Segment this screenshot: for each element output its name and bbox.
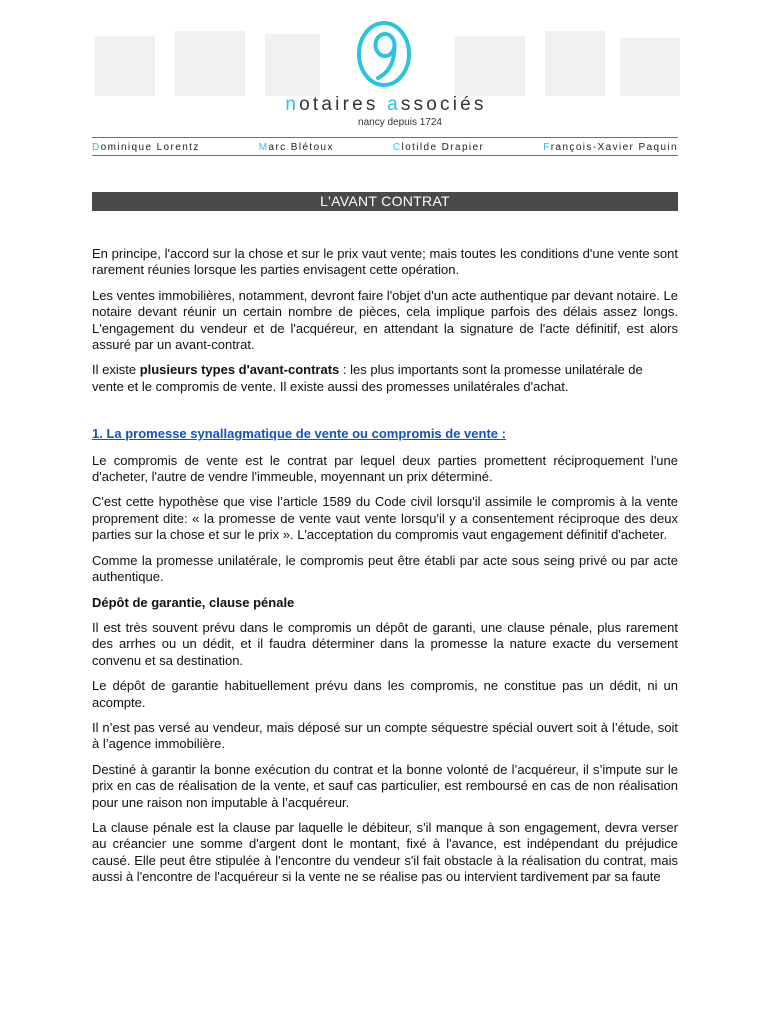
firm-name-word-1 — [285, 94, 387, 115]
firm-name-rest: otaires — [299, 94, 388, 115]
partner-rest: lotilde Drapier — [401, 141, 485, 153]
intro-paragraph: En principe, l'accord sur la chose et sur le prix vaut vente; mais toutes les conditions d'une vente sont rarement réunies lorsque les parties envisagent cette opération. — [92, 246, 678, 278]
notary-logo-icon — [354, 20, 414, 92]
document-body — [92, 246, 678, 895]
section-heading: 1. La promesse synallagmatique de vente ou compromis de vente : — [92, 426, 506, 442]
partner-rest: ominique Lorentz — [100, 141, 200, 153]
intro-paragraph: Les ventes immobilières, notamment, devront faire l'objet d'un acte authentique par devant notaire. Le notaire devant réunir un certain nombre de pièces, cela implique parfois des délais assez longs. L'engagement du vendeur et de l'acquéreur, en attendant la signature de l'acte définitif, est alors assuré par un avant-contrat. — [92, 287, 678, 353]
partner-initial: M — [258, 141, 269, 153]
bold-text: plusieurs types d'avant-contrats — [139, 362, 340, 378]
partner-rest: arc Blétoux — [268, 141, 334, 153]
partner-initial: D — [92, 141, 101, 153]
spacer — [92, 404, 678, 426]
firm-name-initial: a — [387, 94, 401, 115]
section-paragraph: Comme la promesse unilatérale, le compromis peut être établi par acte sous seing privé ou par acte authentique. — [92, 552, 678, 585]
section-paragraph: Le compromis de vente est le contrat par lequel deux parties promettent réciproquement l'une d'acheter, l'autre de vendre l'immeuble, moyennant un prix déterminé. — [92, 452, 678, 485]
section-paragraph: La clause pénale est la clause par laquelle le débiteur, s'il manque à son engagement, devra verser au créancier une somme d'argent dont le montant, fixé à l'avance, est indépendant du préjudice causé. Elle peut être stipulée à l'encontre du vendeur s'il fait obstacle à la réalisation du contrat, mais aussi à l'encontre de l'acquéreur si la vente ne se réalise pas ou intervient tardivement par sa faute — [92, 819, 678, 885]
section-paragraph: Destiné à garantir la bonne exécution du contrat et la bonne volonté de l’acquéreur, il s’impute sur le prix en cas de réalisation de la vente, et sauf cas particulier, est remboursé en cas de non réalisation pour une raison non imputable à l’acquéreur. — [92, 761, 678, 810]
firm-name-initial: n — [285, 94, 300, 115]
document-title: L'AVANT CONTRAT — [92, 192, 678, 211]
section-paragraph: Le dépôt de garantie habituellement prévu dans les compromis, ne constitue pas un dédit, ni un acompte. — [92, 678, 678, 710]
partner-name — [543, 142, 678, 153]
partner-initial: C — [392, 141, 402, 153]
section-paragraph: Il est très souvent prévu dans le compromis un dépôt de garanti, une clause pénale, plus rarement des arrhes ou un dédit, et il faudra déterminer dans la promesse la nature exacte du versement convenu et sa destination. — [92, 619, 678, 668]
partner-name — [92, 142, 200, 153]
partner-name — [259, 142, 334, 153]
intro-paragraph — [92, 362, 678, 395]
partners-list — [92, 139, 678, 155]
firm-tagline: nancy depuis 1724 — [358, 117, 442, 128]
sub-heading: Dépôt de garantie, clause pénale — [92, 594, 295, 610]
firm-name — [0, 94, 768, 116]
partner-name — [393, 142, 484, 153]
section-paragraph: Il n’est pas versé au vendeur, mais déposé sur un compte séquestre spécial ouvert soit à l’étude, soit à l’agence immobilière. — [92, 719, 678, 752]
firm-name-word-2 — [387, 94, 487, 115]
partner-rest: rançois-Xavier Paquin — [550, 141, 678, 153]
text-run: Il existe — [92, 362, 140, 378]
text-run: : les plus importants sont la promesse unilatérale de vente et le compromis de vente. Il existe aussi des promesses unilatérales d'achat. — [92, 362, 643, 394]
header-divider-bottom — [92, 155, 678, 156]
firm-name-rest: ssociés — [400, 94, 487, 115]
header-divider-top — [92, 137, 678, 138]
partner-initial: F — [543, 141, 551, 153]
section-paragraph: C'est cette hypothèse que vise l’article 1589 du Code civil lorsqu'il assimile le compromis à la vente proprement dite: « la promesse de vente vaut vente lorsqu'il y a consentement réciproque des deux parties sur la chose et sur le prix ». L'acceptation du compromis vaut engagement définitif d'acheter. — [92, 494, 678, 543]
